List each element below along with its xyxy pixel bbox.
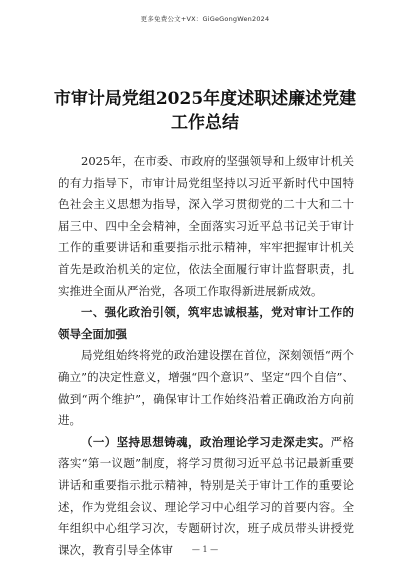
section-1-heading: 一、强化政治引领，筑牢忠诚根基，党对审计工作的领导全面加强 — [58, 305, 354, 341]
subsection-1-heading: （一）坚持思想铸魂，政治理论学习走深走实。 — [81, 434, 331, 449]
title-line-2: 工作总结 — [171, 113, 239, 133]
document-body — [58, 151, 354, 561]
subsection-1-text: 严格落实“第一议题”制度，将学习贯彻习近平总书记最新重要讲话和重要指示批示精神，特别是关于审计工作的重要论述，作为党组会议、理论学习中心组学习的首要内容。全年组织中心组学习次，专题研讨次，班子成员带头讲授党课次，教育引导全体审 — [58, 434, 355, 557]
page-number: — 1 — — [191, 545, 219, 554]
header-watermark: 更多免费公文+VX：GiGeGongWen2024 — [140, 15, 270, 23]
subsection-1-paragraph — [58, 432, 354, 562]
intro-paragraph: 2025年，在市委、市政府的坚强领导和上级审计机关的有力指导下，市审计局党组坚持以习近平新时代中国特色社会主义思想为指导，深入学习贯彻党的二十大和二十届三中、四中全会精神，全面落实习近平总书记关于审计工作的重要讲话和重要指示批示精神，牢牢把握审计机关首先是政治机关的定位，依法全面履行审计监督职责，扎实推进全面从严治党，各项工作取得新进展新成效。 — [58, 154, 354, 298]
title-line-1: 市审计局党组2025年度述职述廉述党建 — [53, 89, 357, 109]
section-1-paragraph: 局党组始终将党的政治建设摆在首位，深刻领悟“两个确立”的决定性意义，增强“四个意识”、坚定“四个自信”、做到“两个维护”，确保审计工作始终沿着正确政治方向前进。 — [58, 348, 354, 428]
document-title — [40, 87, 370, 135]
